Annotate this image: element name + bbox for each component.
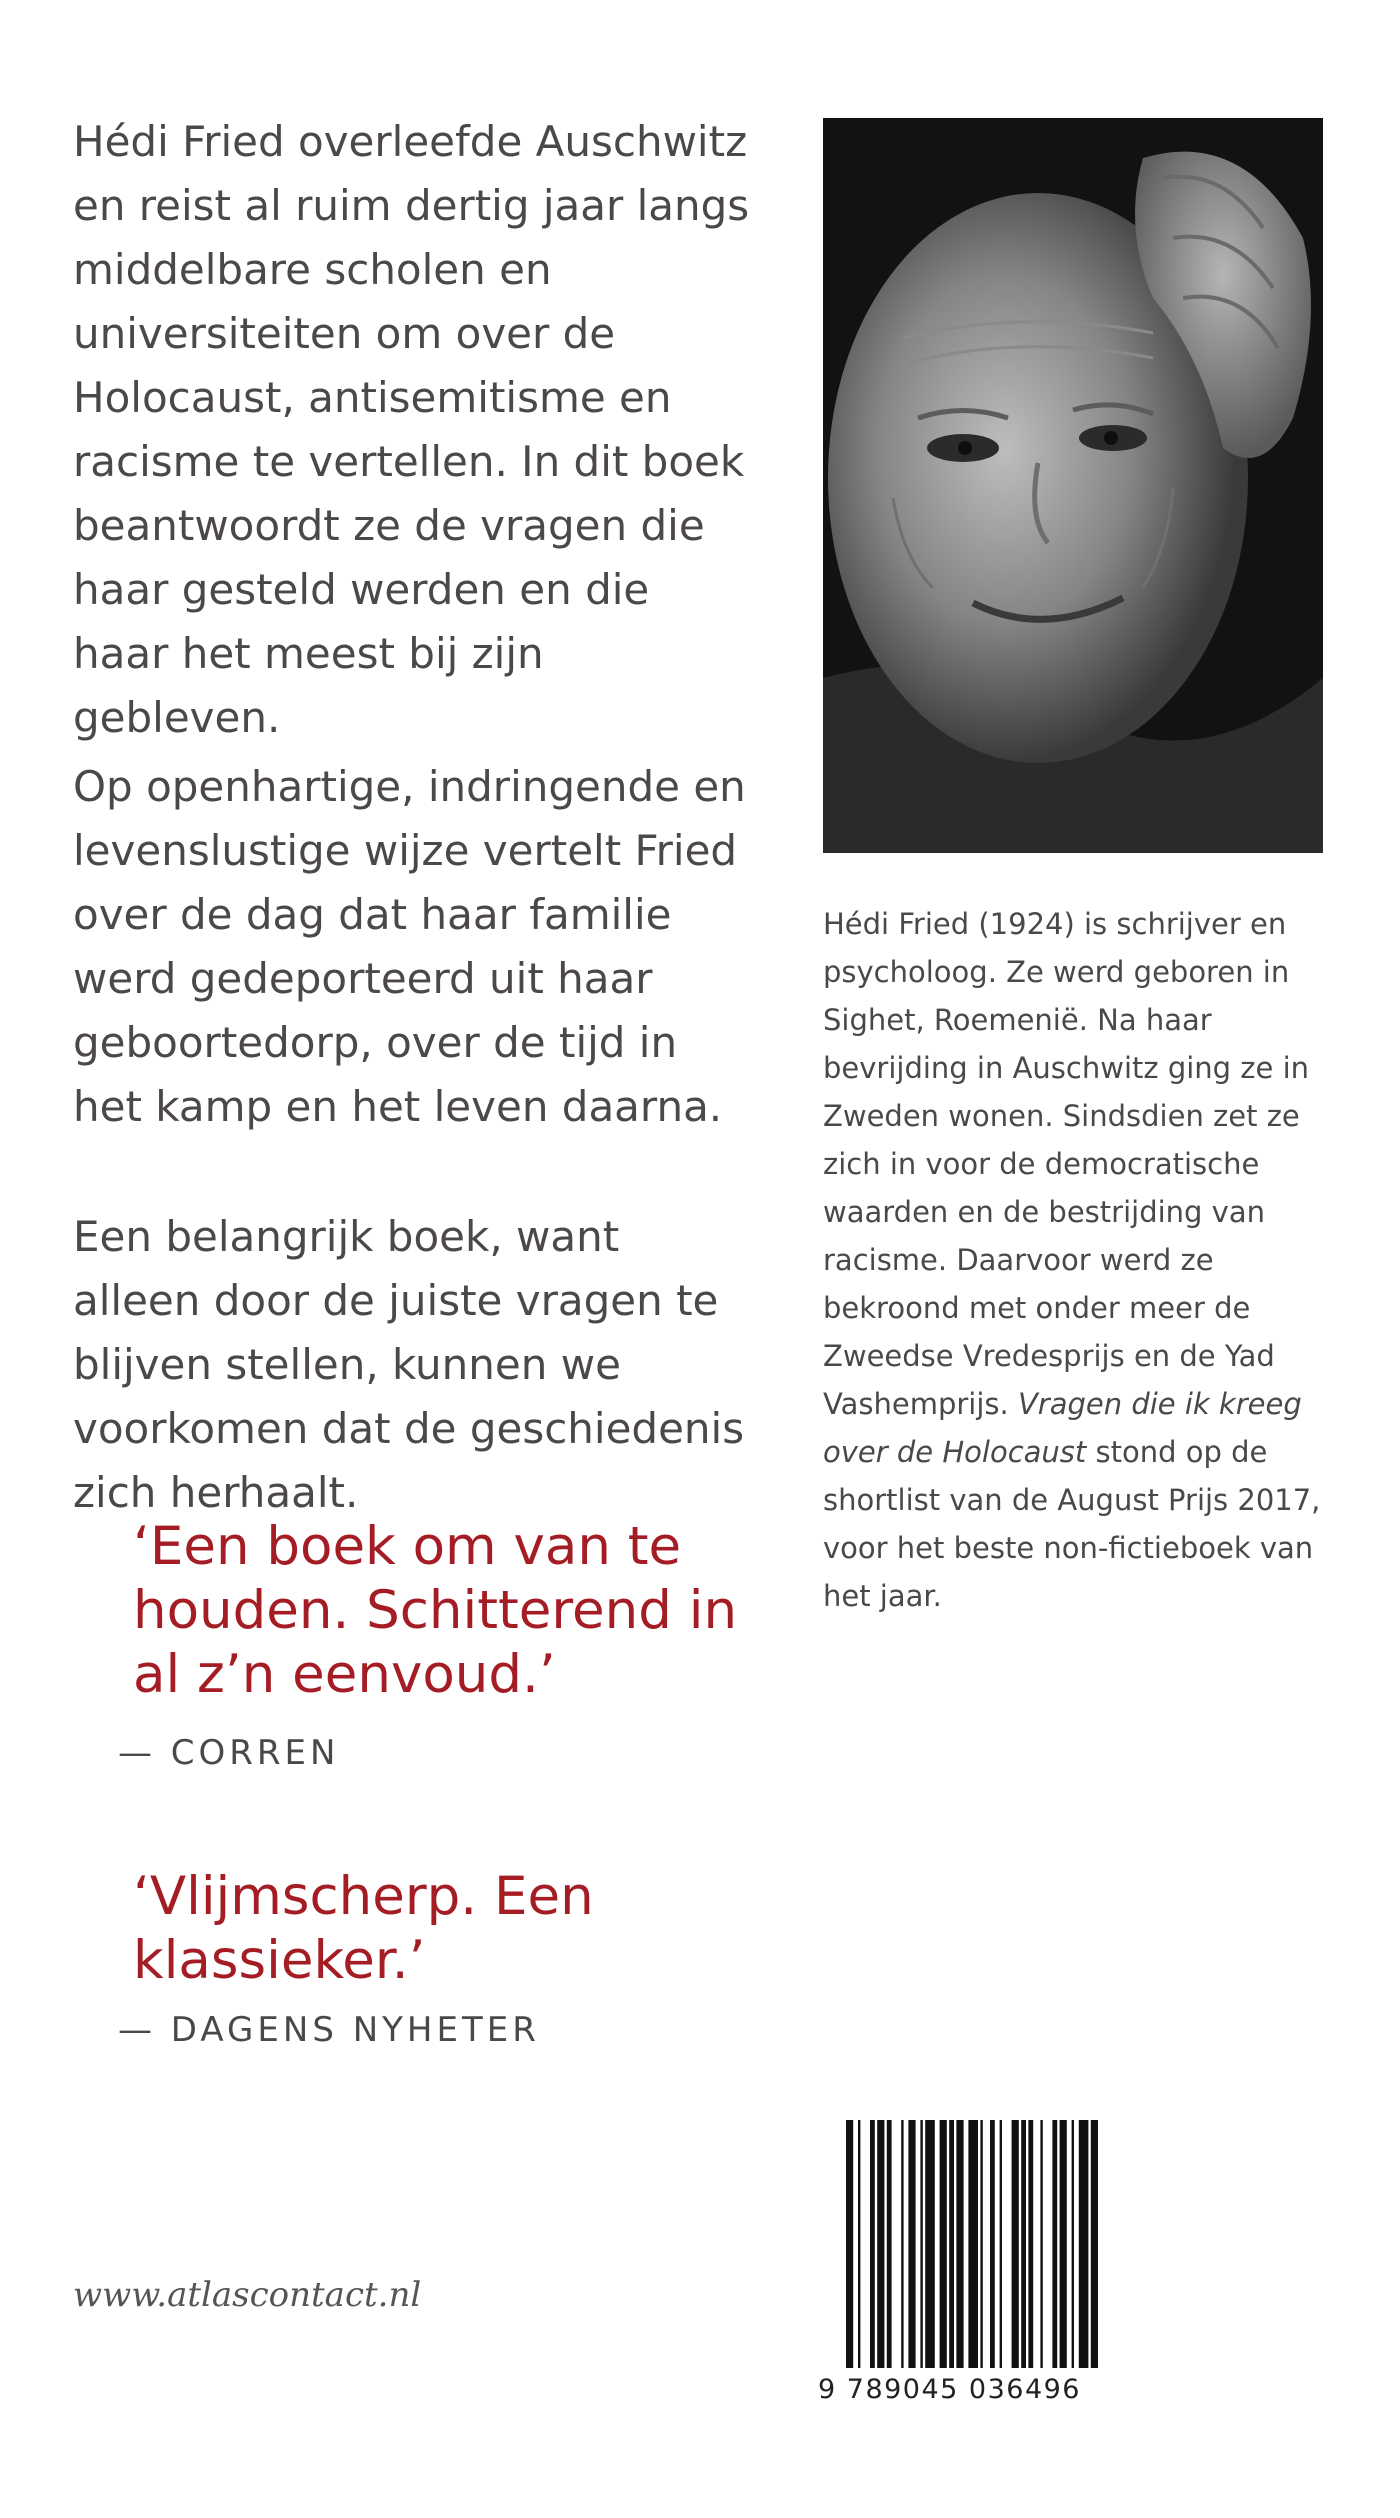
quote-source-corren: — CORREN	[118, 1733, 340, 1773]
author-portrait-photo	[823, 118, 1323, 853]
blurb-paragraph-3: Een belangrijk boek, want alleen door de juiste vragen te blijven stellen, kunnen we voorkomen dat de geschiedenis zich herhaalt.	[73, 1212, 745, 1517]
bio-book-title: Vragen die ik kreeg over de Holocaust	[823, 1387, 1302, 1469]
bio-text-part-1: Hédi Fried (1924) is schrijver en psycholoog. Ze werd geboren in Sighet, Roemenië. Na haar bevrijding in Auschwitz ging ze in Zweden wonen. Sindsdien zet ze zich in voor de democratische waarden en de bestrijding van racisme. Daarvoor werd ze bekroond met onder meer de Zweedse Vredesprijs en de Yad Vashemprijs.	[823, 907, 1310, 1421]
barcode-bars	[818, 2120, 1210, 2372]
blurb-paragraph-1: Hédi Fried overleefde Auschwitz en reist al ruim dertig jaar langs middelbare scholen en universiteiten om over de Holocaust, antisemitisme en racisme te vertellen. In dit boek beantwoordt ze de vragen die haar gesteld werden en die haar het meest bij zijn gebleven.	[73, 117, 750, 742]
author-bio	[823, 900, 1343, 1620]
review-quote-corren: ‘Een boek om van te houden. Schitterend in al z’n eenvoud.’	[133, 1516, 738, 1705]
isbn-digits: 9 789045 036496	[818, 2374, 1081, 2405]
isbn-barcode	[818, 2120, 1210, 2415]
publisher-website-link[interactable]: www.atlascontact.nl	[73, 2275, 422, 2315]
author-portrait-image	[823, 118, 1323, 853]
bio-text-part-2: stond op de shortlist van de August Prijs 2017, voor het beste non-fictieboek van het jaar.	[823, 1435, 1321, 1613]
blurb-paragraph-2: Op openhartige, indringende en levenslustige wijze vertelt Fried over de dag dat haar familie werd gedeporteerd uit haar geboortedorp, over de tijd in het kamp en het leven daarna.	[73, 762, 746, 1131]
review-quote-dagens-nyheter: ‘Vlijmscherp. Een klassieker.’	[133, 1866, 594, 1991]
quote-source-dagens-nyheter: — DAGENS NYHETER	[118, 2010, 540, 2050]
